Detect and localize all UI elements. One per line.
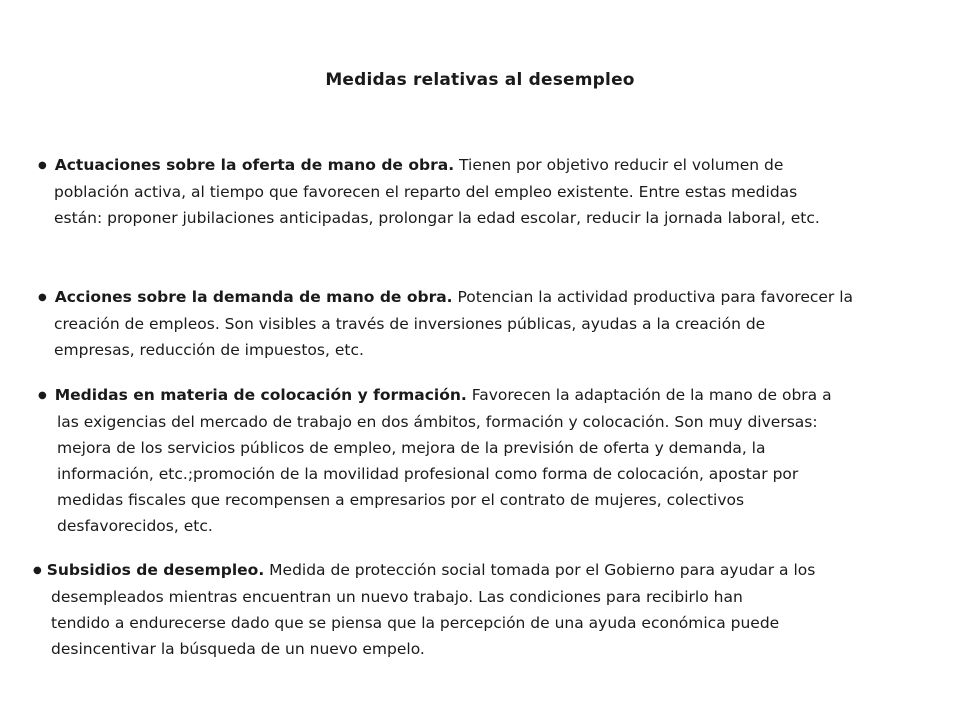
bullet-icon: ● — [38, 160, 47, 171]
list-item-demanda — [38, 284, 853, 363]
item-first-line — [38, 284, 853, 311]
list-item-oferta — [38, 152, 820, 231]
item-text: Potencian la actividad productiva para favorecer la — [457, 288, 854, 306]
item-text: población activa, al tiempo que favorecen el reparto del empleo existente. Entre estas medidas — [54, 183, 798, 201]
item-lead: Subsidios de desempleo. — [46, 561, 265, 579]
page-title: Medidas relativas al desempleo — [325, 70, 635, 90]
item-text: las exigencias del mercado de trabajo en dos ámbitos, formación y colocación. Son muy diversas: — [57, 413, 818, 431]
item-text: información, etc.;promoción de la movilidad profesional como forma de colocación, apostar por — [57, 465, 799, 483]
item-text: mejora de los servicios públicos de empleo, mejora de la previsión de oferta y demanda, la — [57, 439, 766, 457]
item-lead: Medidas en materia de colocación y formación. — [54, 386, 467, 404]
item-text: desfavorecidos, etc. — [57, 517, 213, 535]
item-text: medidas fiscales que recompensen a empresarios por el contrato de mujeres, colectivos — [57, 491, 745, 509]
list-item-colocacion — [38, 382, 832, 539]
item-text: desempleados mientras encuentran un nuevo trabajo. Las condiciones para recibirlo han — [51, 588, 743, 606]
item-text: desincentivar la búsqueda de un nuevo empelo. — [51, 640, 425, 658]
item-text: Tienen por objetivo reducir el volumen de — [459, 156, 784, 174]
item-first-line — [38, 152, 820, 179]
item-text: creación de empleos. Son visibles a través de inversiones públicas, ayudas a la creación de — [54, 315, 766, 333]
item-text: están: proponer jubilaciones anticipadas, prolongar la edad escolar, reducir la jornada laboral, etc. — [54, 209, 820, 227]
item-text: empresas, reducción de impuestos, etc. — [54, 341, 364, 359]
bullet-icon: ● — [38, 292, 47, 303]
item-first-line — [38, 382, 832, 409]
list-item-subsidios — [33, 557, 815, 662]
item-lead: Acciones sobre la demanda de mano de obra. — [54, 288, 453, 306]
item-first-line — [33, 557, 815, 584]
item-lead: Actuaciones sobre la oferta de mano de obra. — [54, 156, 455, 174]
bullet-icon: ● — [38, 390, 47, 401]
item-text: Medida de protección social tomada por el Gobierno para ayudar a los — [269, 561, 816, 579]
item-text: Favorecen la adaptación de la mano de obra a — [471, 386, 832, 404]
item-text: tendido a endurecerse dado que se piensa que la percepción de una ayuda económica puede — [51, 614, 780, 632]
bullet-icon: ● — [33, 565, 42, 576]
